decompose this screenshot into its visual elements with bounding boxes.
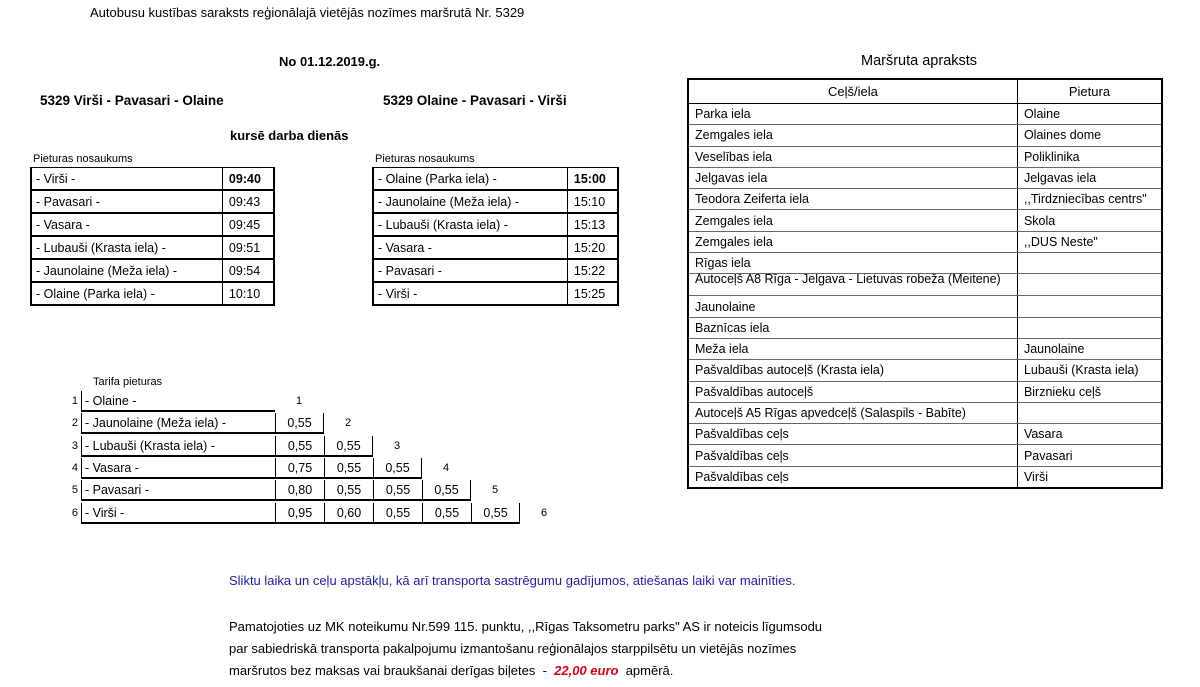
penalty-amount: 22,00 euro — [554, 663, 619, 678]
route-right-col-label: Pieturas nosaukums — [375, 153, 475, 165]
stop-name: - Olaine (Parka iela) - — [31, 282, 222, 305]
stop-name: Skola — [1023, 213, 1056, 228]
fare-price: 0,55 — [275, 436, 324, 457]
stop-name: ,,DUS Neste" — [1023, 234, 1098, 249]
stop-name: - Lubauši (Krasta iela) - — [373, 213, 567, 236]
road-name: Veselības iela — [695, 149, 773, 164]
route-description-title: Maršruta apraksts — [861, 53, 978, 69]
departure-time: 15:00 — [567, 168, 618, 191]
fare-price: 0,80 — [275, 480, 324, 501]
stop-name: ,,Tirdzniecības centrs" — [1023, 192, 1147, 207]
route-right-schedule — [372, 167, 619, 306]
penalty-line-3-post: apmērā. — [618, 663, 674, 678]
valid-from-date: No 01.12.2019.g. — [279, 54, 381, 69]
stop-name: - Pavasari - — [373, 259, 567, 282]
route-left-heading: 5329 Virši - Pavasari - Olaine — [40, 93, 224, 108]
route-row — [688, 402, 1162, 423]
route-row — [688, 146, 1162, 167]
route-row — [688, 360, 1162, 381]
road-name: Zemgales iela — [695, 128, 773, 143]
departure-time: 09:40 — [222, 168, 274, 191]
departure-time: 09:43 — [222, 190, 274, 213]
stop-name: - Lubauši (Krasta iela) - — [31, 236, 222, 259]
schedule-row — [373, 282, 618, 305]
route-row — [688, 445, 1162, 466]
fare-column-number: 5 — [492, 484, 499, 497]
fare-stop-name: - Jaunolaine (Meža iela) - — [81, 413, 275, 434]
route-row — [688, 317, 1162, 338]
route-left-schedule — [30, 167, 275, 306]
departure-time: 15:22 — [567, 259, 618, 282]
penalty-line-1: Pamatojoties uz MK noteikumu Nr.599 115. punktu, ,,Rīgas Taksometru parks" AS ir noteicis līgumsodu — [229, 619, 823, 634]
fare-column-number: 1 — [296, 395, 303, 407]
road-name: Autoceļš A8 Rīga - Jelgava - Lietuvas robeža (Meitene) — [695, 274, 1001, 287]
road-name: Zemgales iela — [695, 213, 773, 228]
departure-time: 15:10 — [567, 190, 618, 213]
fare-stop-name: - Lubauši (Krasta iela) - — [81, 436, 275, 457]
fare-row-number: 4 — [71, 461, 78, 474]
col-header-stop: Pietura — [1017, 79, 1162, 104]
fare-price: 0,95 — [275, 503, 324, 524]
fare-price: 0,55 — [373, 503, 422, 524]
route-row — [688, 253, 1162, 274]
schedule-row — [373, 168, 618, 191]
road-name: Pašvaldības ceļs — [695, 448, 789, 463]
stop-name: - Virši - — [373, 282, 567, 305]
schedule-row — [373, 190, 618, 213]
road-name: Pašvaldības ceļs — [695, 427, 789, 442]
road-name: Jaunolaine — [695, 299, 756, 314]
fare-stop-name: - Vasara - — [81, 458, 275, 479]
stop-name: Jelgavas iela — [1023, 171, 1097, 186]
departure-time: 09:45 — [222, 213, 274, 236]
stop-name: Vasara — [1023, 427, 1063, 442]
col-header-road: Ceļš/iela — [688, 79, 1017, 104]
fare-row-number: 1 — [71, 395, 78, 407]
road-name: Zemgales iela — [695, 234, 773, 249]
route-left-col-label: Pieturas nosaukums — [33, 153, 133, 165]
fare-row-number: 5 — [71, 484, 78, 497]
fare-price: 0,55 — [471, 503, 520, 524]
road-name: Pašvaldības ceļs — [695, 469, 789, 484]
document-title: Autobusu kustības saraksts reģionālajā vietējās nozīmes maršrutā Nr. 5329 — [90, 5, 525, 20]
fare-price: 0,55 — [324, 436, 373, 457]
workdays-label: kursē darba dienās — [230, 128, 349, 143]
fare-price: 0,60 — [324, 503, 373, 524]
stop-name: Poliklinika — [1023, 149, 1080, 164]
route-row — [688, 296, 1162, 317]
road-name: Meža iela — [695, 342, 749, 357]
road-name: Rīgas iela — [695, 256, 751, 271]
road-name: Pašvaldības autoceļš (Krasta iela) — [695, 363, 884, 378]
schedule-row — [31, 236, 274, 259]
fare-stop-name: - Virši - — [81, 503, 275, 524]
schedule-row — [373, 213, 618, 236]
route-row — [688, 189, 1162, 210]
departure-time: 15:25 — [567, 282, 618, 305]
stop-name: - Jaunolaine (Meža iela) - — [373, 190, 567, 213]
schedule-row — [31, 168, 274, 191]
route-row — [688, 424, 1162, 445]
fare-column-number: 2 — [345, 417, 352, 430]
road-name: Parka iela — [695, 107, 751, 122]
route-right-heading: 5329 Olaine - Pavasari - Virši — [383, 93, 567, 108]
stop-name: - Vasara - — [373, 236, 567, 259]
penalty-line-3-pre: maršrutos bez maksas vai braukšanai derīgas biļetes - — [229, 663, 555, 678]
fare-price: 0,55 — [373, 480, 422, 501]
stop-name: Olaine — [1023, 107, 1061, 122]
schedule-row — [373, 236, 618, 259]
stop-name: Olaines dome — [1023, 128, 1102, 143]
fare-table-label: Tarifa pieturas — [93, 376, 163, 388]
route-description-table — [687, 78, 1163, 489]
stop-name: - Virši - — [31, 168, 222, 191]
stop-name: Lubauši (Krasta iela) — [1023, 363, 1139, 378]
road-name: Baznīcas iela — [695, 320, 770, 335]
road-name: Pašvaldības autoceļš — [695, 384, 814, 399]
stop-name: Virši — [1023, 469, 1049, 484]
stop-name: - Vasara - — [31, 213, 222, 236]
stop-name: - Pavasari - — [31, 190, 222, 213]
fare-column-number: 4 — [443, 461, 450, 474]
road-name: Autoceļš A5 Rīgas apvedceļš (Salaspils - Babīte) — [695, 406, 966, 420]
penalty-line-3 — [229, 663, 673, 678]
schedule-row — [31, 259, 274, 282]
fare-row-number: 2 — [71, 417, 78, 430]
route-row — [688, 104, 1162, 125]
stop-name: - Jaunolaine (Meža iela) - — [31, 259, 222, 282]
stop-name: Birznieku ceļš — [1023, 384, 1102, 399]
route-row — [688, 125, 1162, 146]
fare-stop-name: - Olaine - — [81, 391, 275, 412]
route-row — [688, 274, 1162, 296]
fare-price: 0,55 — [275, 413, 324, 434]
route-row — [688, 167, 1162, 188]
departure-time: 10:10 — [222, 282, 274, 305]
schedule-row — [31, 190, 274, 213]
departure-time: 09:54 — [222, 259, 274, 282]
penalty-line-2: par sabiedriskā transporta pakalpojumu izmantošanu reģionālajos starppilsētu un vietējās nozīmes — [229, 641, 797, 656]
fare-price: 0,55 — [422, 480, 471, 501]
stop-name: - Olaine (Parka iela) - — [373, 168, 567, 191]
road-name: Teodora Zeiferta iela — [695, 192, 809, 207]
schedule-row — [31, 213, 274, 236]
fare-row-number: 3 — [71, 439, 78, 452]
route-row — [688, 466, 1162, 488]
schedule-row — [31, 282, 274, 305]
fare-price: 0,55 — [373, 458, 422, 479]
stop-name: Jaunolaine — [1023, 342, 1085, 357]
departure-time: 09:51 — [222, 236, 274, 259]
schedule-row — [373, 259, 618, 282]
fare-price: 0,55 — [422, 503, 471, 524]
delay-notice: Sliktu laika un ceļu apstākļu, kā arī transporta sastrēgumu gadījumos, atiešanas laiki var mainīties. — [229, 573, 796, 588]
route-row — [688, 338, 1162, 359]
route-row — [688, 210, 1162, 231]
fare-price: 0,55 — [324, 480, 373, 501]
fare-stop-name: - Pavasari - — [81, 480, 275, 501]
fare-column-number: 6 — [541, 506, 548, 519]
fare-column-number: 3 — [394, 439, 401, 452]
fare-price: 0,55 — [324, 458, 373, 479]
stop-name: Pavasari — [1023, 448, 1073, 463]
road-name: Jelgavas iela — [695, 171, 768, 186]
route-row — [688, 231, 1162, 252]
fare-row-number: 6 — [71, 506, 78, 519]
route-row — [688, 381, 1162, 402]
departure-time: 15:20 — [567, 236, 618, 259]
departure-time: 15:13 — [567, 213, 618, 236]
fare-price: 0,75 — [275, 458, 324, 479]
